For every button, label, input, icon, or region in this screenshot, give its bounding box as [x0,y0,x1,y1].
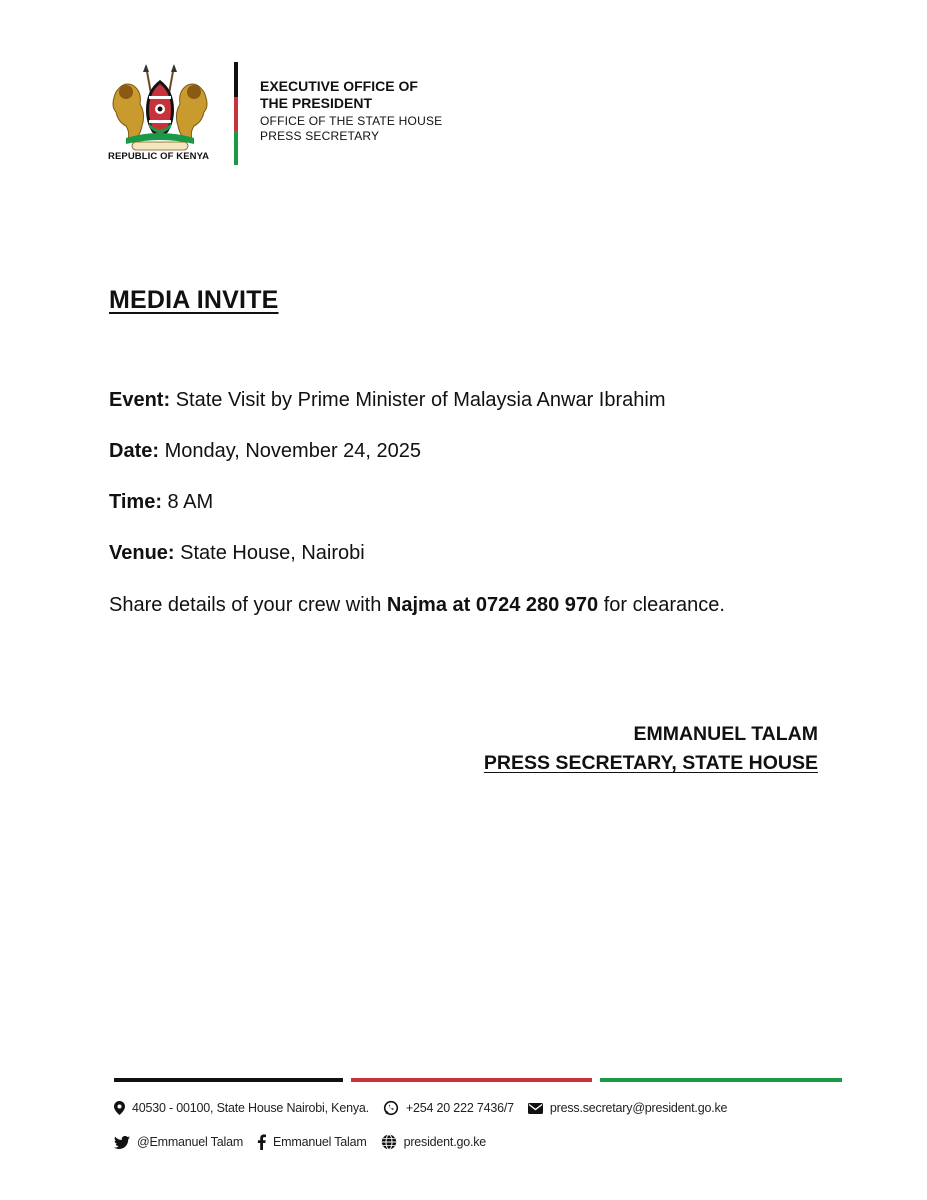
footer-bar-black [114,1078,343,1082]
office-title-block [260,78,442,144]
footer-twitter[interactable] [114,1135,243,1149]
footer-bar-green [600,1078,842,1082]
tricolor-divider [234,62,238,165]
footer-website[interactable] [381,1134,486,1150]
event-value: State Visit by Prime Minister of Malaysia Anwar Ibrahim [175,389,666,411]
facebook-icon [257,1134,266,1150]
envelope-icon [528,1103,543,1114]
signature-block [484,720,818,778]
location-pin-icon [114,1101,125,1115]
footer-phone[interactable] [383,1100,514,1116]
event-row [109,389,666,412]
date-value: Monday, November 24, 2025 [164,440,422,462]
phone-text: +254 20 222 7436/7 [405,1101,514,1115]
office-line1: OFFICE OF THE STATE HOUSE [260,114,443,128]
footer-contacts-row1 [114,1100,741,1116]
time-value: 8 AM [167,491,214,513]
twitter-handle: @Emmanuel Talam [137,1135,244,1149]
footer-bar-red [351,1078,592,1082]
venue-row [109,542,365,565]
letterhead [108,60,528,170]
republic-of-kenya-label: REPUBLIC OF KENYA [108,151,210,162]
event-label: Event: [109,389,171,411]
clearance-instruction [109,594,725,617]
footer-contacts-row2 [114,1134,500,1150]
time-label: Time: [109,491,162,513]
facebook-name: Emmanuel Talam [273,1135,367,1149]
coat-of-arms-emblem [108,62,212,162]
globe-icon [381,1134,397,1150]
footer-address [114,1101,369,1115]
org-title-line2: THE PRESIDENT [260,95,373,111]
page-title: MEDIA INVITE [109,286,279,314]
signatory-title: PRESS SECRETARY, STATE HOUSE [483,752,818,774]
twitter-icon [114,1136,130,1149]
signatory-name: EMMANUEL TALAM [633,723,818,745]
date-row [109,440,421,463]
share-suffix: for clearance. [603,594,725,616]
whatsapp-icon [383,1100,399,1116]
email-text: press.secretary@president.go.ke [549,1101,728,1115]
footer-email[interactable] [528,1101,727,1115]
office-line2: PRESS SECRETARY [260,129,380,143]
time-row [109,491,213,514]
website-text: president.go.ke [403,1135,487,1149]
org-title-line1: EXECUTIVE OFFICE OF [260,78,418,94]
address-text: 40530 - 00100, State House Nairobi, Kenya. [132,1101,369,1115]
venue-label: Venue: [109,542,175,564]
venue-value: State House, Nairobi [180,542,365,564]
contact-person: Najma at 0724 280 970 [386,594,599,616]
share-prefix: Share details of your crew with [109,594,382,616]
date-label: Date: [109,440,160,462]
footer-facebook[interactable] [257,1134,367,1150]
